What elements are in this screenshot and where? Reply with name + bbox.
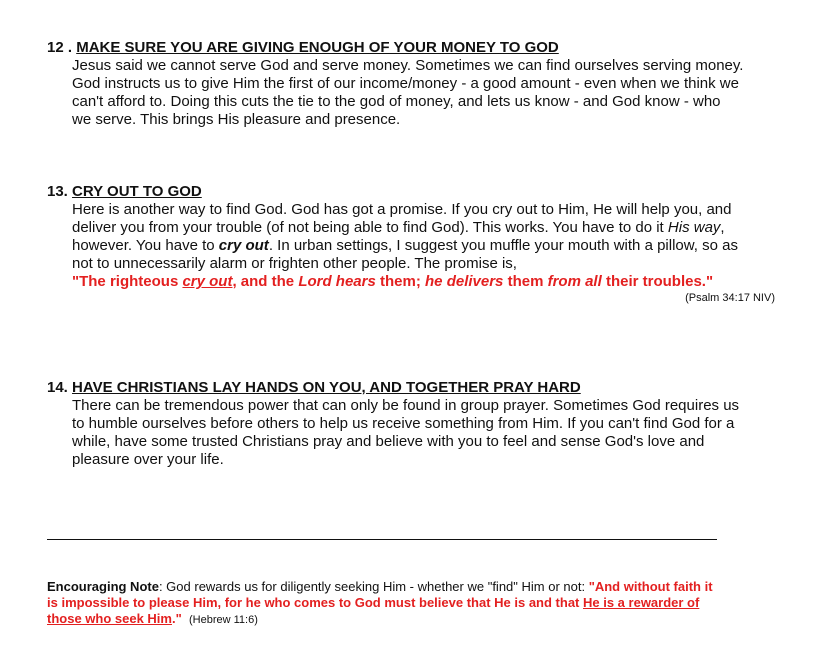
scripture-reference: (Hebrew 11:6) [189,614,258,626]
body-line: while, have some trusted Christians pray and believe with you to feel and sense God's love and [72,433,705,450]
quote-text: their troubles." [601,273,714,290]
body-text: deliver you from your trouble (of not being able to find God). This works. You have to do it [72,219,668,236]
scripture-reference: (Psalm 34:17 NIV) [685,292,775,304]
encouraging-note [47,579,787,628]
body-line: pleasure over your life. [72,451,224,468]
quote-text: from all [547,273,602,290]
body-line: Jesus said we cannot serve God and serve money. Sometimes we can find ourselves serving money. [72,57,744,74]
body-line: not to unnecessarily alarm or frighten other people. The promise is, [72,255,517,272]
section-body [72,57,787,129]
section-title: MAKE SURE YOU ARE GIVING ENOUGH OF YOUR MONEY TO GOD [76,39,559,56]
note-quote: "And without faith it [588,579,713,594]
body-line: to humble ourselves before others to help us receive something from Him. If you can't find God for a [72,415,735,432]
quote-text: Lord hears [298,273,376,290]
quote-text: he delivers [425,273,504,290]
section-13 [47,183,787,305]
section-number: 13. [47,183,68,200]
quote-text: them [503,273,548,290]
note-quote: is impossible to please Him, for he who comes to God must believe that He is and that [47,595,583,610]
section-12 [47,39,787,129]
section-14 [47,379,787,469]
section-title: HAVE CHRISTIANS LAY HANDS ON YOU, AND TOGETHER PRAY HARD [72,379,581,396]
section-number: 14. [47,379,68,396]
note-text: : God rewards us for diligently seeking Him - whether we "find" Him or not: [158,579,589,594]
divider [47,539,717,540]
note-quote: He is a rewarder of [583,595,700,610]
emphasis-text: cry out [218,237,269,254]
body-line: There can be tremendous power that can only be found in group prayer. Sometimes God requires us [72,397,740,414]
section-body [72,397,787,469]
body-line [72,219,787,237]
body-text: however. You have to [72,237,219,254]
quote-text: cry out [182,273,233,290]
section-body [72,201,787,291]
body-line: we serve. This brings His pleasure and presence. [72,111,401,128]
note-line [47,595,787,611]
section-number: 12 . [47,39,73,56]
scripture-quote [72,273,787,291]
body-line: can't afford to. Doing this cuts the tie to the god of money, and lets us know - and God know - who [72,93,721,110]
section-heading [47,39,787,57]
body-text: . In urban settings, I suggest you muffle your mouth with a pillow, so as [268,237,738,254]
body-line: Here is another way to find God. God has got a promise. If you cry out to Him, He will help you, and [72,201,732,218]
emphasis-text: His way [667,219,721,236]
section-heading [47,379,787,397]
quote-text: them; [375,273,426,290]
body-line: God instructs us to give Him the first of our income/money - a good amount - even when we think we [72,75,739,92]
quote-text: , and the [232,273,299,290]
section-title: CRY OUT TO GOD [72,183,202,200]
note-label: Encouraging Note [47,579,159,594]
body-line [72,237,787,255]
note-line [47,611,787,628]
note-line [47,579,787,595]
note-quote: ." [171,611,182,626]
body-text: , [720,219,725,236]
note-quote: those who seek Him [47,611,172,626]
section-heading [47,183,787,201]
quote-text: "The righteous [72,273,183,290]
